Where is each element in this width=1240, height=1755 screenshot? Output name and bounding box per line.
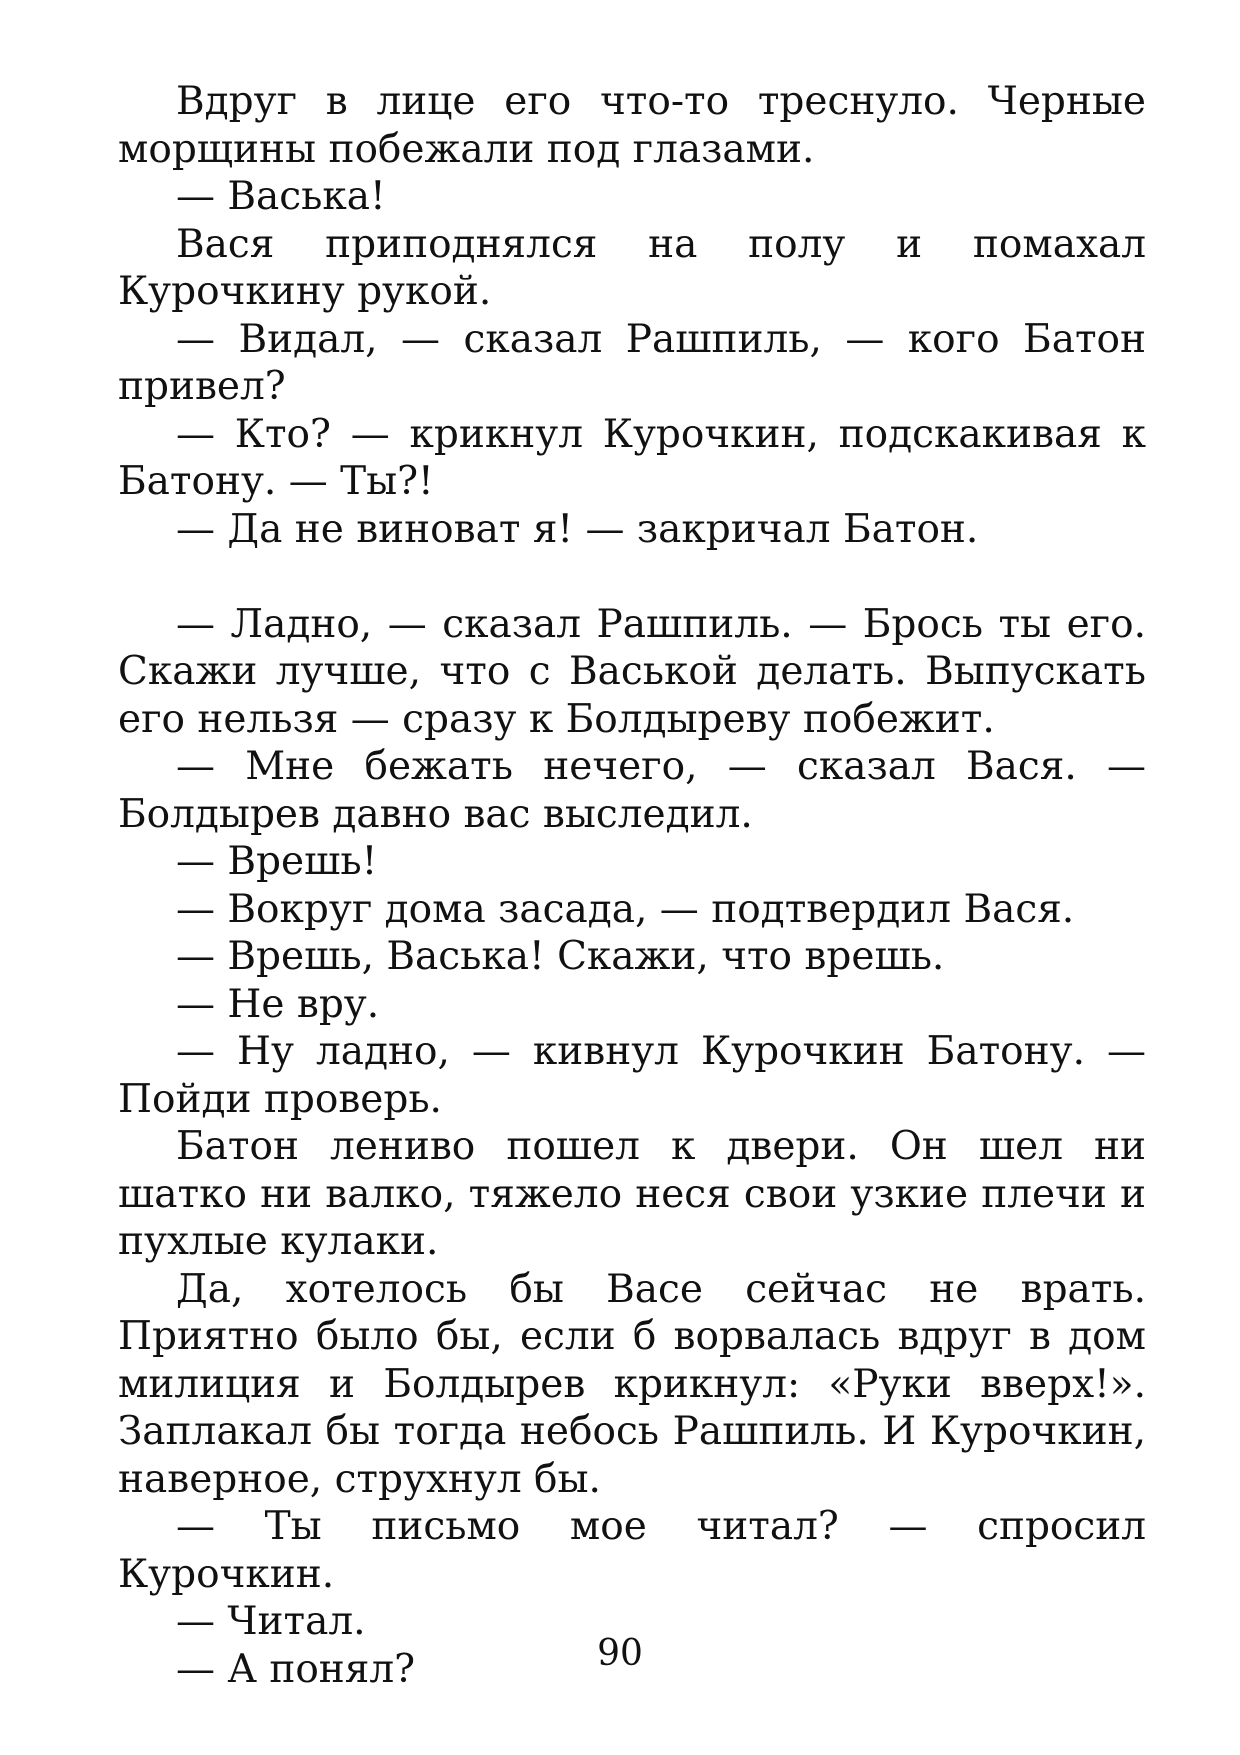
paragraph: Да, хотелось бы Васе сейчас не врать. Приятно было бы, если б ворвалась вдруг в дом милиция и Болдырев крикнул: «Руки вверх!». Заплакал бы тогда небось Рашпиль. И Курочкин, наверное, струхнул бы. xyxy=(118,1266,1146,1502)
paragraph: — Ладно, — сказал Рашпиль. — Брось ты его. Скажи лучше, что с Васькой делать. Выпускать его нельзя — сразу к Болдыреву побежит. xyxy=(118,601,1146,742)
paragraph: Батон лениво пошел к двери. Он шел ни шатко ни валко, тяжело неся свои узкие плечи и пухлые кулаки. xyxy=(118,1124,1146,1264)
paragraph: — А понял? xyxy=(176,1646,416,1692)
page-number: 90 xyxy=(597,1633,643,1674)
paragraph: Вдруг в лице его что-то треснуло. Черные морщины побежали под глазами. xyxy=(118,79,1146,172)
paragraph: — Ну ладно, — кивнул Курочкин Батону. — Пойди проверь. xyxy=(118,1029,1146,1122)
page-body xyxy=(118,78,1146,1693)
paragraph: — Видал, — сказал Рашпиль, — кого Батон привел? xyxy=(118,316,1146,409)
paragraph: — Ты письмо мое читал? — спросил Курочкин. xyxy=(118,1504,1146,1597)
paragraph: Вася приподнялся на полу и помахал Курочкину рукой. xyxy=(118,221,1146,314)
paragraph: — Мне бежать нечего, — сказал Вася. — Болдырев давно вас выследил. xyxy=(118,744,1146,837)
paragraph: — Кто? — крикнул Курочкин, подскакивая к Батону. — Ты?! xyxy=(118,411,1146,504)
paragraph: — Да не виноват я! — закричал Батон. xyxy=(176,506,979,552)
paragraph: — Вокруг дома засада, — подтвердил Вася. xyxy=(176,886,1075,932)
paragraph: — Врешь, Васька! Скажи, что врешь. xyxy=(176,934,945,979)
paragraph: — Врешь! xyxy=(176,839,378,884)
paragraph: — Читал. xyxy=(176,1599,366,1644)
paragraph: — Не вру. xyxy=(176,981,380,1027)
paragraph: — Васька! xyxy=(176,174,386,219)
section-gap xyxy=(118,553,1146,601)
